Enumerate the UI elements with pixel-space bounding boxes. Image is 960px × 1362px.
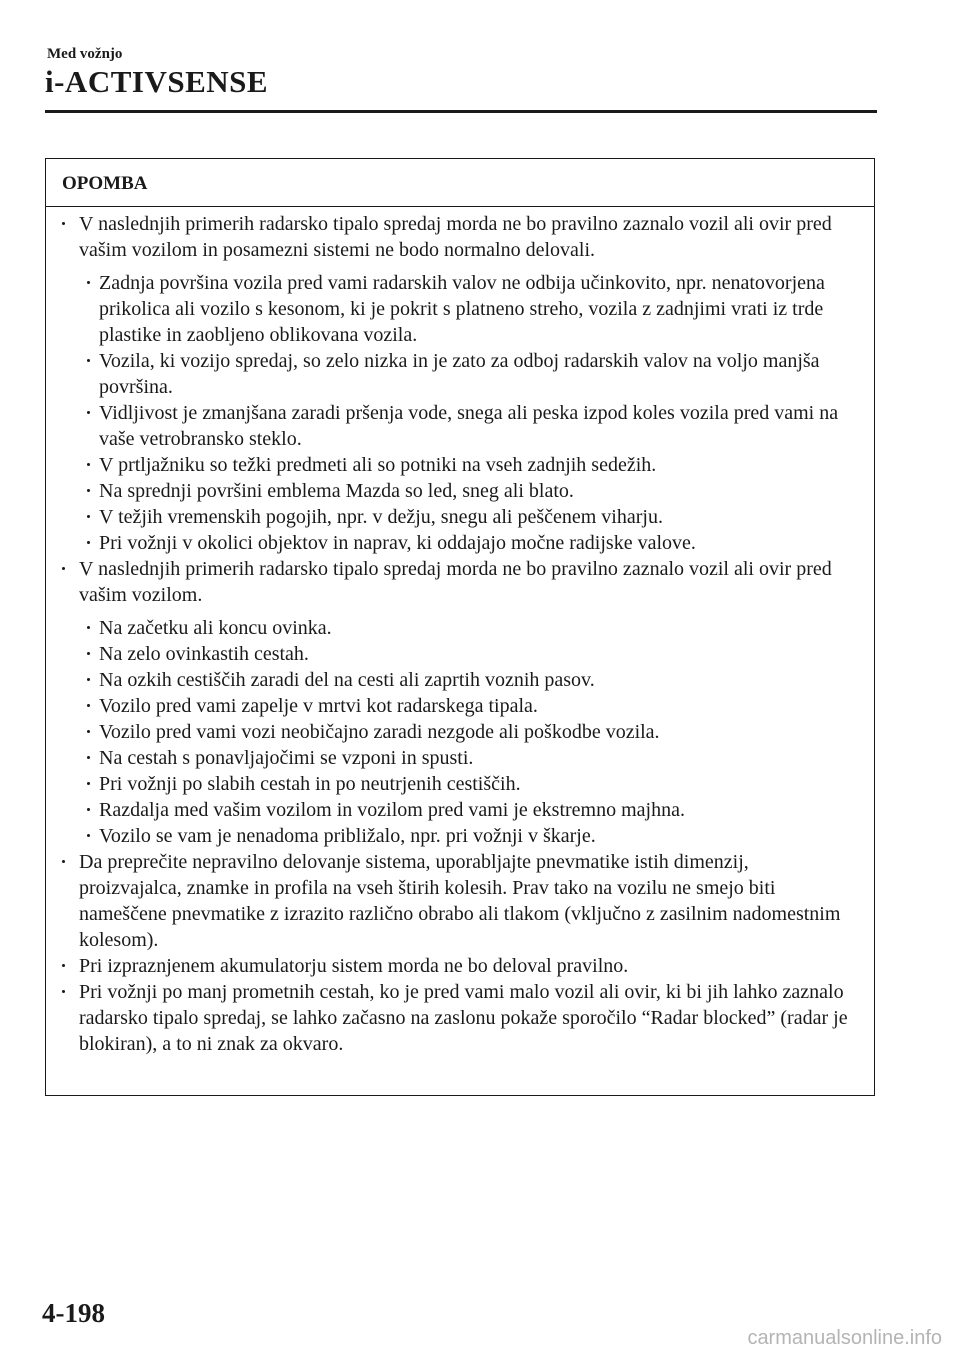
bullet-icon <box>62 567 65 570</box>
note-subitem <box>46 641 874 667</box>
note-item <box>46 979 874 1057</box>
note-item <box>46 849 874 953</box>
note-subitem-text: Pri vožnji po slabih cestah in po neutrjenih cestiščih. <box>99 773 521 795</box>
bullet-icon <box>62 964 65 967</box>
bullet-icon <box>87 678 90 681</box>
note-item-text: Pri izpraznjenem akumulatorju sistem morda ne bo deloval pravilno. <box>79 955 629 977</box>
note-subitem-text: Pri vožnji v okolici objektov in naprav, ki oddajajo močne radijske valove. <box>99 532 696 554</box>
note-subitem <box>46 693 874 719</box>
note-subitem-text: Razdalja med vašim vozilom in vozilom pred vami je ekstremno majhna. <box>99 799 685 821</box>
bullet-icon <box>87 515 90 518</box>
bullet-icon <box>87 411 90 414</box>
note-subitem <box>46 530 874 556</box>
note-subitem <box>46 797 874 823</box>
note-subitem <box>46 452 874 478</box>
bullet-icon <box>87 808 90 811</box>
note-subitem-text: Vozilo pred vami vozi neobičajno zaradi nezgode ali poškodbe vozila. <box>99 721 660 743</box>
note-subitem-text: Vozilo pred vami zapelje v mrtvi kot radarskega tipala. <box>99 695 538 717</box>
bullet-icon <box>87 541 90 544</box>
note-item <box>46 211 874 263</box>
note-subitem-text: Zadnja površina vozila pred vami radarskih valov ne odbija učinkovito, npr. nenatovorjena prikolica ali vozilo s kesonom, ki je pokrit s platneno streho, vozila z zadnjimi vrati iz trde plastike in zaobljeno oblikovana vozila. <box>99 272 825 346</box>
note-subitem-text: Vozila, ki vozijo spredaj, so zelo nizka in je zato za odboj radarskih valov na voljo manjša površina. <box>99 350 820 398</box>
note-subitem <box>46 400 874 452</box>
bullet-icon <box>62 990 65 993</box>
note-subitem <box>46 745 874 771</box>
bullet-icon <box>87 281 90 284</box>
section-label: Med vožnjo <box>47 46 123 62</box>
bullet-icon <box>87 359 90 362</box>
page-number: 4-198 <box>42 1298 105 1328</box>
note-subitem <box>46 615 874 641</box>
bullet-icon <box>87 834 90 837</box>
bullet-icon <box>62 222 65 225</box>
note-box <box>45 158 875 1096</box>
bullet-icon <box>87 626 90 629</box>
note-item-text: Pri vožnji po manj prometnih cestah, ko je pred vami malo vozil ali ovir, ki bi jih lahko zaznalo radarsko tipalo spredaj, se lahko začasno na zaslonu pokaže sporočilo “Radar blocked” (radar je blokiran), a to ni znak za okvaro. <box>79 981 848 1055</box>
note-subitem-text: Na cestah s ponavljajočimi se vzponi in spusti. <box>99 747 474 769</box>
header-rule <box>45 110 877 113</box>
bullet-icon <box>87 782 90 785</box>
note-heading: OPOMBA <box>46 159 874 207</box>
page-title: i-ACTIVSENSE <box>45 64 269 99</box>
note-subitem-text: Vidljivost je zmanjšana zaradi pršenja vode, snega ali peska izpod koles vozila pred vami na vaše vetrobransko steklo. <box>99 402 839 450</box>
note-subitem <box>46 771 874 797</box>
note-subitem <box>46 823 874 849</box>
note-subitem <box>46 719 874 745</box>
note-subitem-text: Na ozkih cestiščih zaradi del na cesti ali zaprtih voznih pasov. <box>99 669 595 691</box>
note-subitem-text: V težjih vremenskih pogojih, npr. v dežju, snegu ali peščenem viharju. <box>99 506 663 528</box>
bullet-icon <box>62 860 65 863</box>
bullet-icon <box>87 652 90 655</box>
note-subitem <box>46 478 874 504</box>
note-subitem-text: V prtljažniku so težki predmeti ali so potniki na vseh zadnjih sedežih. <box>99 454 657 476</box>
note-subitem-text: Vozilo se vam je nenadoma približalo, npr. pri vožnji v škarje. <box>99 825 596 847</box>
note-sublist <box>46 263 874 556</box>
note-subitem <box>46 504 874 530</box>
note-subitem-text: Na sprednji površini emblema Mazda so led, sneg ali blato. <box>99 480 574 502</box>
bullet-icon <box>87 730 90 733</box>
note-subitem <box>46 270 874 348</box>
note-body <box>46 207 874 1057</box>
bullet-icon <box>87 704 90 707</box>
note-subitem <box>46 348 874 400</box>
note-subitem-text: Na zelo ovinkastih cestah. <box>99 643 309 665</box>
note-item <box>46 953 874 979</box>
bullet-icon <box>87 489 90 492</box>
bullet-icon <box>87 756 90 759</box>
note-item-text: Da preprečite nepravilno delovanje sistema, uporabljajte pnevmatike istih dimenzij, proizvajalca, znamke in profila na vseh štirih kolesih. Prav tako na vozilu ne smejo biti nameščene pnevmatike z izrazito različno obrabo ali tlakom (vključno z zasilnim nadomestnim kolesom). <box>79 851 841 951</box>
note-item-text: V naslednjih primerih radarsko tipalo spredaj morda ne bo pravilno zaznalo vozil ali ovir pred vašim vozilom in posamezni sistemi ne bodo normalno delovali. <box>79 213 832 261</box>
note-item-text: V naslednjih primerih radarsko tipalo spredaj morda ne bo pravilno zaznalo vozil ali ovir pred vašim vozilom. <box>79 558 832 606</box>
bullet-icon <box>87 463 90 466</box>
note-item <box>46 556 874 608</box>
note-subitem-text: Na začetku ali koncu ovinka. <box>99 617 332 639</box>
note-subitem <box>46 667 874 693</box>
watermark: carmanualsonline.info <box>747 1327 942 1349</box>
note-sublist <box>46 608 874 849</box>
